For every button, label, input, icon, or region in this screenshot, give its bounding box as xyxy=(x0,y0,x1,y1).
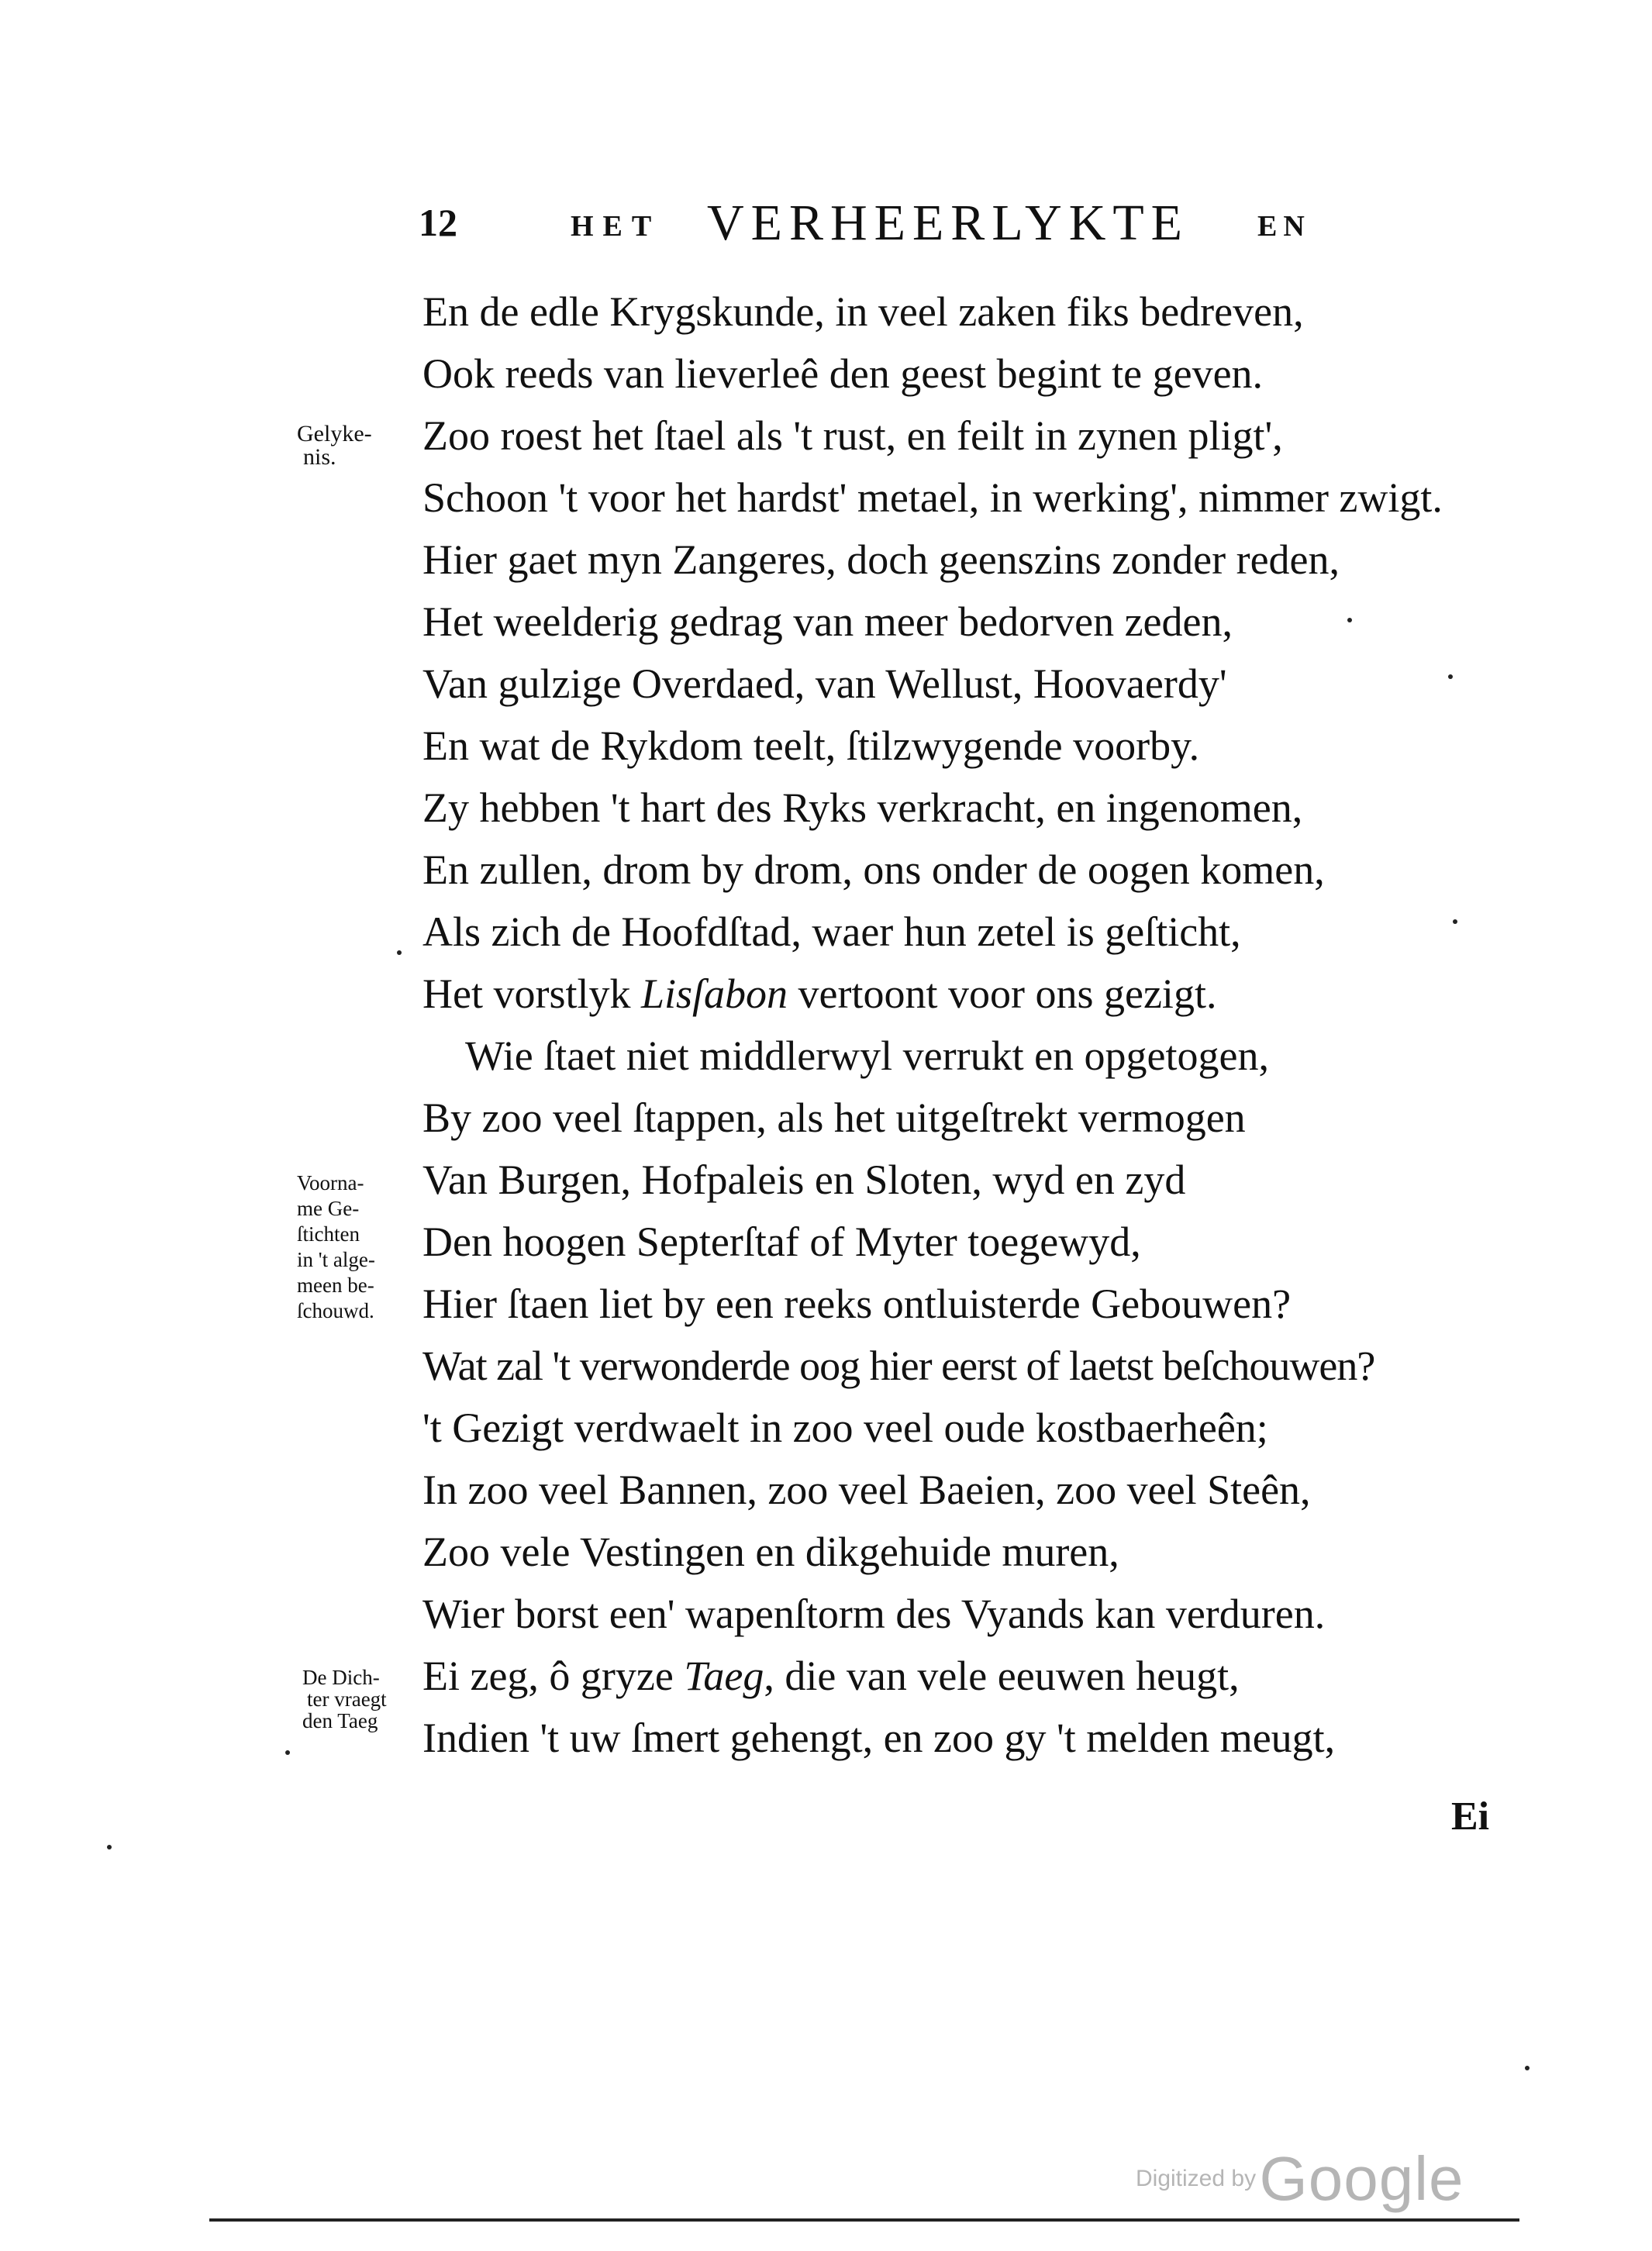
poem-line: Van gulzige Overdaed, van Wellust, Hoovaerdy' xyxy=(422,660,1227,707)
poem-line-lisabon xyxy=(422,970,1217,1017)
poem-line: 't Gezigt verdwaelt in zoo veel oude kostbaerheên; xyxy=(422,1405,1268,1451)
page-number: 12 xyxy=(419,201,457,244)
poem-line: Zoo vele Vestingen en dikgehuide muren, xyxy=(422,1529,1119,1575)
poem-line-taeg xyxy=(422,1655,1240,1697)
margin-note-line: me Ge- xyxy=(297,1197,360,1220)
line-text: Ei zeg, ô gryze xyxy=(422,1653,685,1699)
poem-line: In zoo veel Bannen, zoo veel Baeien, zoo veel Steên, xyxy=(422,1467,1311,1513)
margin-note-line: Gelyke- xyxy=(297,421,372,446)
margin-note-line: ſchouwd. xyxy=(297,1299,374,1322)
line-text: , die van vele eeuwen heugt, xyxy=(764,1653,1240,1699)
ink-speck xyxy=(1347,618,1352,622)
poem-line: Hier gaet myn Zangeres, doch geenszins zonder reden, xyxy=(422,536,1340,583)
watermark-logo: Google xyxy=(1259,2144,1464,2213)
ink-speck xyxy=(1453,919,1457,924)
line-text: Het vorstlyk xyxy=(422,970,641,1017)
italic-word-taeg: Taeg xyxy=(684,1653,764,1699)
poem-line: Ook reeds van lieverleê den geest begint te geven. xyxy=(422,350,1264,397)
margin-note-line: meen be- xyxy=(297,1274,374,1297)
margin-note-line: ſtichten xyxy=(297,1222,360,1246)
margin-note-line: in 't alge- xyxy=(297,1248,375,1271)
margin-note-voorname-gestichten xyxy=(297,1170,375,1324)
ink-speck xyxy=(107,1845,112,1849)
poem-line: Van Burgen, Hofpaleis en Sloten, wyd en zyd xyxy=(422,1157,1186,1203)
poem-line: En wat de Rykdom teelt, ſtilzwygende voorby. xyxy=(422,722,1200,769)
poem-line: Als zich de Hoofdſtad, waer hun zetel is geſticht, xyxy=(422,908,1241,955)
header-word-het: HET xyxy=(571,210,661,243)
poem-line: En de edle Krygskunde, in veel zaken fiks bedreven, xyxy=(422,288,1304,335)
poem-line: Wat zal 't verwonderde oog hier eerst of laetst beſchouwen? xyxy=(422,1343,1375,1389)
header-word-en: EN xyxy=(1257,210,1311,243)
poem-line: Het weelderig gedrag van meer bedorven zeden, xyxy=(422,598,1233,645)
page-edge-rule xyxy=(209,2218,1519,2222)
running-header xyxy=(419,194,1326,264)
poem-line: Zy hebben 't hart des Ryks verkracht, en ingenomen, xyxy=(422,784,1303,831)
poem-line: Wier borst een' wapenſtorm des Vyands kan verduren. xyxy=(422,1591,1326,1637)
ink-speck xyxy=(1448,674,1453,679)
catchword: Ei xyxy=(1451,1794,1490,1839)
margin-note-line: den Taeg xyxy=(302,1709,378,1732)
ink-speck xyxy=(397,950,402,955)
margin-note-line: De Dich- xyxy=(302,1666,380,1689)
ink-speck xyxy=(1525,2066,1530,2070)
margin-note-line: ter vraegt xyxy=(307,1687,387,1711)
margin-note-line: nis. xyxy=(303,444,336,470)
poem-line: Wie ſtaet niet middlerwyl verrukt en opgetogen, xyxy=(465,1032,1269,1079)
poem-line: Den hoogen Septerſtaf of Myter toegewyd, xyxy=(422,1219,1141,1265)
poem-line: By zoo veel ſtappen, als het uitgeſtrekt vermogen xyxy=(422,1094,1246,1141)
header-title: VERHEERLYKTE xyxy=(707,195,1189,251)
margin-note-line: Voorna- xyxy=(297,1171,364,1194)
digitization-watermark xyxy=(1136,2143,1464,2215)
ink-speck xyxy=(285,1750,290,1755)
poem-line: En zullen, drom by drom, ons onder de oogen komen, xyxy=(422,846,1325,893)
poem-line: Hier ſtaen liet by een reeks ontluisterde Gebouwen? xyxy=(422,1281,1292,1327)
margin-note-gelykenis xyxy=(297,422,372,469)
line-text: vertoont voor ons gezigt. xyxy=(788,970,1217,1017)
poem-line: Zoo roest het ſtael als 't rust, en feilt in zynen pligt', xyxy=(422,412,1283,459)
margin-note-de-dichter xyxy=(302,1667,387,1732)
watermark-prefix: Digitized by xyxy=(1136,2166,1257,2191)
italic-word-lisabon: Lisſabon xyxy=(640,970,788,1017)
poem-line: Schoon 't voor het hardst' metael, in werking', nimmer zwigt. xyxy=(422,474,1443,521)
poem-line: Indien 't uw ſmert gehengt, en zoo gy 't melden meugt, xyxy=(422,1715,1336,1761)
